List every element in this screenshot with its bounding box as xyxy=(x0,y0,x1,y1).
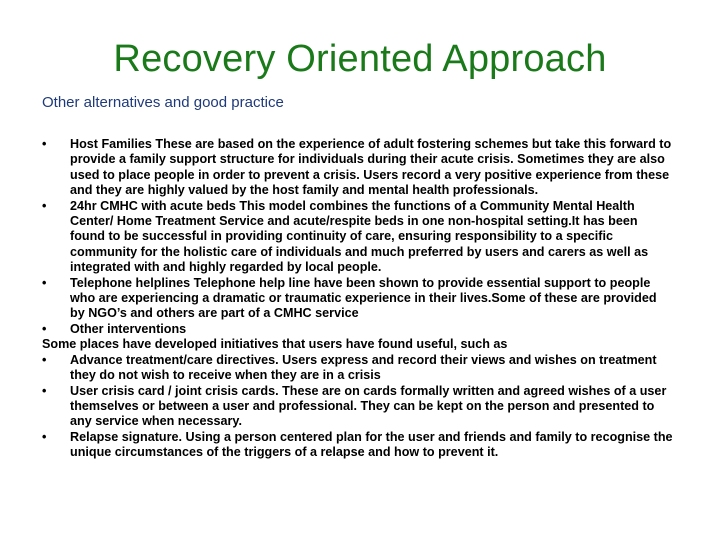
list-item xyxy=(42,276,674,322)
slide-subtitle: Other alternatives and good practice xyxy=(42,94,284,111)
list-item xyxy=(42,137,674,199)
bullet-icon: • xyxy=(42,383,47,398)
intro-line xyxy=(42,337,674,352)
list-item xyxy=(42,199,674,276)
bullet-icon: • xyxy=(42,198,47,213)
list-item-text: Relapse signature. Using a person centered plan for the user and friends and family to recognise the unique circumstances of the triggers of a relapse and how to prevent it. xyxy=(70,429,673,460)
bullet-icon: • xyxy=(42,429,47,444)
list-item xyxy=(42,430,674,461)
list-item xyxy=(42,384,674,430)
list-item-text: Host Families These are based on the experience of adult fostering schemes but take this forward to provide a family support structure for individuals during their acute crisis. Sometimes they are also used to place people in order to prevent a crisis. Users record a very positive experience from these and they are highly valued by the host family and mental health professionals. xyxy=(70,137,672,198)
list-item-text: Telephone helplines Telephone help line have been shown to provide essential support to people who are experiencing a dramatic or traumatic experience in their lives.Some of these are provided by NGO’s and others are part of a CMHC service xyxy=(70,275,657,321)
slide-title: Recovery Oriented Approach xyxy=(113,38,607,80)
bullet-icon: • xyxy=(42,352,47,367)
slide-content xyxy=(42,137,674,461)
list-item xyxy=(42,353,674,384)
list-item xyxy=(42,322,674,337)
list-item-text: User crisis card / joint crisis cards. These are on cards formally written and agreed wishes of a user themselves or between a user and professional. They can be kept on the person and presented to any service when necessary. xyxy=(70,383,667,429)
bullet-icon: • xyxy=(42,137,47,151)
list-item-text: 24hr CMHC with acute beds This model combines the functions of a Community Mental Health Center/ Home Treatment Service and acute/respite beds in one non-hospital setting.It has been found to be successful in providing continuity of care, ensuring responsibility to a specific community for the holistic care of individuals and much preferred by users and carers as well as integrated with and highly regarded by local people. xyxy=(70,198,649,275)
intro-line-text: Some places have developed initiatives that users have found useful, such as xyxy=(42,337,508,352)
list-item-text: Other interventions xyxy=(70,321,187,336)
bullet-icon: • xyxy=(42,275,47,290)
list-item-text: Advance treatment/care directives. Users express and record their views and wishes on treatment they do not wish to receive when they are in a crisis xyxy=(70,352,657,383)
bullet-icon: • xyxy=(42,321,47,336)
